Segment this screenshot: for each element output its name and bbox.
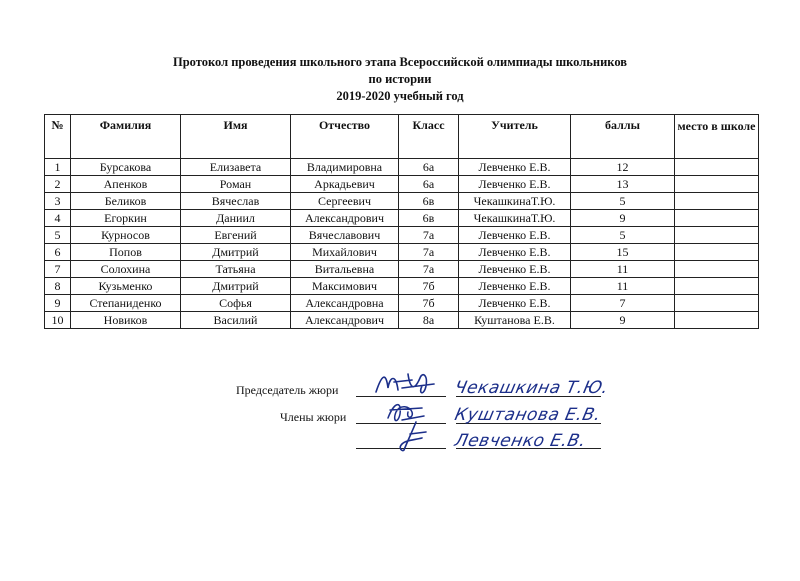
cell-teacher: Левченко Е.В. — [459, 295, 571, 312]
cell-number: 5 — [45, 227, 71, 244]
cell-number: 1 — [45, 159, 71, 176]
cell-patronymic: Александровна — [291, 295, 399, 312]
chair-label: Председатель жюри — [236, 383, 339, 397]
cell-score: 9 — [571, 312, 675, 329]
cell-patronymic: Владимировна — [291, 159, 399, 176]
cell-grade: 7б — [399, 278, 459, 295]
cell-name: Евгений — [181, 227, 291, 244]
cell-surname: Апенков — [71, 176, 181, 193]
cell-name: Елизавета — [181, 159, 291, 176]
member2-name: Левченко Е.В. — [452, 431, 588, 451]
cell-surname: Попов — [71, 244, 181, 261]
cell-name: Софья — [181, 295, 291, 312]
cell-surname: Курносов — [71, 227, 181, 244]
cell-number: 9 — [45, 295, 71, 312]
cell-patronymic: Михайлович — [291, 244, 399, 261]
col-grade: Класс — [399, 115, 459, 159]
header-title: Протокол проведения школьного этапа Всероссийской олимпиады школьников — [172, 55, 628, 69]
cell-patronymic: Вячеславович — [291, 227, 399, 244]
cell-surname: Солохина — [71, 261, 181, 278]
cell-name: Дмитрий — [181, 278, 291, 295]
chair-name: Чекашкина Т.Ю. — [452, 378, 611, 398]
cell-number: 3 — [45, 193, 71, 210]
member2-signature — [394, 418, 434, 454]
cell-name: Татьяна — [181, 261, 291, 278]
cell-teacher: Левченко Е.В. — [459, 261, 571, 278]
cell-patronymic: Витальевна — [291, 261, 399, 278]
cell-number: 2 — [45, 176, 71, 193]
cell-grade: 7а — [399, 244, 459, 261]
cell-teacher: Левченко Е.В. — [459, 176, 571, 193]
col-place: место в школе — [675, 115, 759, 159]
col-teacher: Учитель — [459, 115, 571, 159]
cell-surname: Егоркин — [71, 210, 181, 227]
cell-score: 15 — [571, 244, 675, 261]
cell-name: Дмитрий — [181, 244, 291, 261]
cell-score: 12 — [571, 159, 675, 176]
cell-grade: 7а — [399, 261, 459, 278]
cell-patronymic: Аркадьевич — [291, 176, 399, 193]
cell-patronymic: Максимович — [291, 278, 399, 295]
cell-surname: Новиков — [71, 312, 181, 329]
col-surname: Фамилия — [71, 115, 181, 159]
cell-grade: 6а — [399, 176, 459, 193]
member1-name: Куштанова Е.В. — [452, 405, 603, 425]
cell-name: Даниил — [181, 210, 291, 227]
cell-score: 11 — [571, 261, 675, 278]
cell-teacher: Левченко Е.В. — [459, 244, 571, 261]
cell-teacher: ЧекашкинаТ.Ю. — [459, 210, 571, 227]
header-subject: по истории — [368, 72, 432, 86]
cell-grade: 6а — [399, 159, 459, 176]
col-name: Имя — [181, 115, 291, 159]
cell-teacher: Куштанова Е.В. — [459, 312, 571, 329]
cell-number: 4 — [45, 210, 71, 227]
cell-score: 9 — [571, 210, 675, 227]
cell-surname: Бурсакова — [71, 159, 181, 176]
cell-score: 5 — [571, 227, 675, 244]
cell-patronymic: Александрович — [291, 210, 399, 227]
cell-patronymic: Сергеевич — [291, 193, 399, 210]
cell-score: 5 — [571, 193, 675, 210]
cell-surname: Кузьменко — [71, 278, 181, 295]
cell-teacher: ЧекашкинаТ.Ю. — [459, 193, 571, 210]
cell-surname: Беликов — [71, 193, 181, 210]
members-label: Члены жюри — [280, 410, 347, 424]
cell-teacher: Левченко Е.В. — [459, 159, 571, 176]
col-score: баллы — [571, 115, 675, 159]
cell-grade: 8а — [399, 312, 459, 329]
cell-grade: 7а — [399, 227, 459, 244]
chair-signature — [372, 368, 440, 400]
col-patronymic: Отчество — [291, 115, 399, 159]
header-year: 2019-2020 учебный год — [336, 89, 464, 103]
cell-score: 11 — [571, 278, 675, 295]
cell-name: Василий — [181, 312, 291, 329]
cell-number: 8 — [45, 278, 71, 295]
cell-name: Вячеслав — [181, 193, 291, 210]
cell-grade: 7б — [399, 295, 459, 312]
cell-score: 13 — [571, 176, 675, 193]
cell-grade: 6в — [399, 210, 459, 227]
cell-number: 10 — [45, 312, 71, 329]
cell-patronymic: Александрович — [291, 312, 399, 329]
col-number: № — [45, 115, 71, 159]
cell-teacher: Левченко Е.В. — [459, 227, 571, 244]
cell-name: Роман — [181, 176, 291, 193]
cell-teacher: Левченко Е.В. — [459, 278, 571, 295]
cell-number: 6 — [45, 244, 71, 261]
cell-score: 7 — [571, 295, 675, 312]
cell-number: 7 — [45, 261, 71, 278]
cell-surname: Степаниденко — [71, 295, 181, 312]
cell-grade: 6в — [399, 193, 459, 210]
